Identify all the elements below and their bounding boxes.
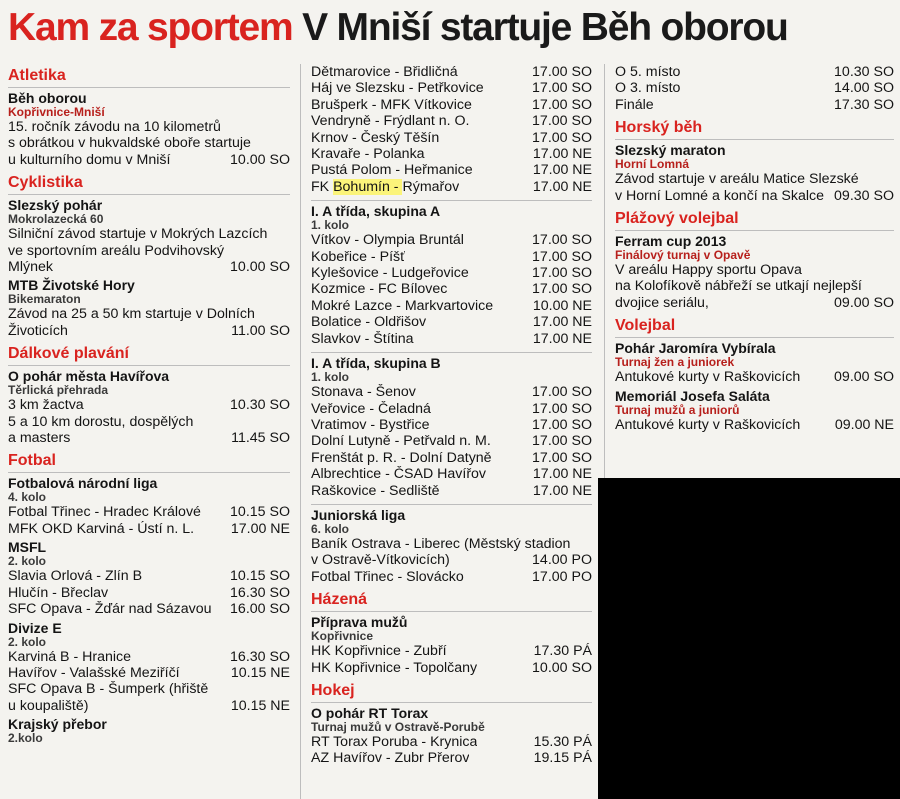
time: 17.00 NE xyxy=(230,520,290,537)
match-row xyxy=(615,64,894,80)
match: Vendryně - Frýdlant n. O. xyxy=(311,113,470,130)
match: Frenštát p. R. - Dolní Datyně xyxy=(311,449,492,466)
event-title: O pohár RT Torax xyxy=(311,704,429,721)
match-row xyxy=(311,113,592,129)
match-row xyxy=(8,681,290,697)
text-line: 15. ročník závodu na 10 kilometrů xyxy=(8,119,221,135)
league-title: I. A třída, skupina A xyxy=(311,200,592,219)
section-atletika: Atletika xyxy=(8,66,290,88)
match xyxy=(311,179,459,195)
text-line xyxy=(8,323,290,339)
list-item xyxy=(615,369,894,385)
time: 10.30 SO xyxy=(834,64,894,80)
match: Brušperk - MFK Vítkovice xyxy=(311,96,472,113)
league-title: I. A třída, skupina B xyxy=(311,352,592,371)
round-label: 2. kolo xyxy=(8,554,47,569)
event-subtitle: Turnaj mužů v Ostravě-Porubě xyxy=(311,719,485,734)
event-subtitle: Těrlická přehrada xyxy=(8,383,109,398)
match: u koupaliště) xyxy=(8,697,89,714)
section-cyklistika: Cyklistika xyxy=(8,173,290,195)
text: Antukové kurty v Raškovicích xyxy=(615,416,801,433)
event-title: Slezský pohár xyxy=(8,197,103,214)
time: 17.00 SO xyxy=(532,281,592,298)
text-line: Závod na 25 a 50 km startuje v Dolních xyxy=(8,306,255,323)
text-line: s obrátkou v hukvaldské oboře startuje xyxy=(8,135,251,152)
time: 17.00 SO xyxy=(532,384,592,401)
match-row xyxy=(311,265,592,281)
headline-title: V Mniší startuje Běh oborou xyxy=(302,6,788,49)
event-title: O pohár města Havířova xyxy=(8,368,170,385)
time: 10.15 NE xyxy=(230,664,290,681)
time: 10.00 SO xyxy=(230,151,290,168)
time: 16.30 SO xyxy=(230,584,290,601)
text: a masters xyxy=(8,430,71,447)
match-row xyxy=(311,660,592,676)
event-subtitle: Finálový turnaj v Opavě xyxy=(615,248,751,263)
match-row xyxy=(311,249,592,265)
match: Kobeřice - Píšť xyxy=(311,248,406,265)
match: Slavia Orlová - Zlín B xyxy=(8,568,143,585)
match-row xyxy=(311,64,592,80)
time: 11.45 SO xyxy=(231,430,290,447)
event-subtitle: Turnaj mužů a juniorů xyxy=(615,402,740,417)
time: 19.15 PÁ xyxy=(533,750,592,767)
text-line xyxy=(8,152,290,168)
match-row xyxy=(311,298,592,314)
headline xyxy=(8,2,788,54)
match: O 3. místo xyxy=(615,80,681,97)
match-row xyxy=(311,146,592,162)
time: 16.00 SO xyxy=(230,601,290,618)
text: v Horní Lomné a končí na Skalce xyxy=(615,187,824,204)
match-row xyxy=(311,331,592,347)
section-plazovy-volejbal: Plážový volejbal xyxy=(615,209,894,231)
text: u kulturního domu v Mniší xyxy=(8,151,171,168)
time: 16.30 SO xyxy=(230,648,290,665)
match-row xyxy=(311,162,592,178)
match-row xyxy=(8,504,290,520)
round-label: 2.kolo xyxy=(8,731,43,746)
match-row xyxy=(311,97,592,113)
time: 17.00 SO xyxy=(532,113,592,130)
match-row xyxy=(8,665,290,681)
time: 10.00 NE xyxy=(532,297,592,314)
match: RT Torax Poruba - Krynica xyxy=(311,733,478,750)
black-redaction-area xyxy=(598,478,900,799)
match-row xyxy=(8,698,290,714)
time: 10.30 SO xyxy=(230,397,290,414)
match-row xyxy=(311,483,592,499)
text-line xyxy=(615,188,894,204)
text-line: Silniční závod startuje v Mokrých Lazcích xyxy=(8,226,268,243)
match: Fotbal Třinec - Hradec Králové xyxy=(8,504,201,521)
match-row xyxy=(311,750,592,766)
match-row xyxy=(311,450,592,466)
match: SFC Opava B - Šumperk (hřiště xyxy=(8,681,209,698)
match: Kravaře - Polanka xyxy=(311,146,425,163)
section-horsky-beh: Horský běh xyxy=(615,118,894,140)
column-left xyxy=(8,64,290,745)
match-row xyxy=(311,130,592,146)
round-label: 1. kolo xyxy=(311,218,350,233)
time: 17.00 NE xyxy=(532,162,592,179)
match: Raškovice - Sedliště xyxy=(311,482,440,499)
match-row xyxy=(311,232,592,248)
text: 5 a 10 km dorostu, dospělých xyxy=(8,413,194,430)
match: Veřovice - Čeladná xyxy=(311,400,431,417)
time: 09.00 SO xyxy=(834,369,894,386)
time: 17.00 SO xyxy=(532,80,592,97)
text-line xyxy=(8,259,290,275)
time: 17.00 NE xyxy=(532,178,592,195)
text-line xyxy=(615,295,894,311)
match-row xyxy=(311,80,592,96)
match: Finále xyxy=(615,96,654,113)
time: 17.00 SO xyxy=(532,64,592,80)
text-line: ve sportovním areálu Podvihovský xyxy=(8,242,225,259)
text: dvojice seriálu, xyxy=(615,294,709,311)
time: 17.00 NE xyxy=(532,146,592,163)
event-title: Memoriál Josefa Saláta xyxy=(615,387,770,404)
time: 17.00 PO xyxy=(532,568,592,585)
match: Pustá Polom - Heřmanice xyxy=(311,162,473,179)
match-row xyxy=(8,521,290,537)
event-title: MTB Životské Hory xyxy=(8,277,135,294)
event-title: Příprava mužů xyxy=(311,614,408,631)
match: Albrechtice - ČSAD Havířov xyxy=(311,466,487,483)
section-plavani: Dálkové plavání xyxy=(8,344,290,366)
time: 10.15 SO xyxy=(230,568,290,585)
event-subtitle: Kopřivnice-Mniší xyxy=(8,105,105,119)
event-description xyxy=(615,171,894,204)
match-row xyxy=(311,417,592,433)
match: Kylešovice - Ludgeřovice xyxy=(311,265,469,282)
text-line: Závod startuje v areálu Matice Slezské xyxy=(615,171,859,188)
time: 17.00 SO xyxy=(532,232,592,249)
match: Baník Ostrava - Liberec (Městský stadion xyxy=(311,535,571,552)
column-right xyxy=(615,64,894,433)
round-label: 4. kolo xyxy=(8,490,47,505)
time: 17.00 SO xyxy=(532,96,592,113)
match-row xyxy=(311,433,592,449)
list-item xyxy=(8,430,290,446)
match: HK Kopřivnice - Topolčany xyxy=(311,659,478,676)
event-description xyxy=(8,226,290,275)
league-title: MSFL xyxy=(8,539,47,556)
time: 17.00 NE xyxy=(532,330,592,347)
time: 17.00 NE xyxy=(532,466,592,483)
time: 10.00 SO xyxy=(230,259,290,276)
league-title: Fotbalová národní liga xyxy=(8,475,158,492)
column-middle xyxy=(311,64,592,767)
match: Vítkov - Olympia Bruntál xyxy=(311,232,464,249)
match: HK Kopřivnice - Zubří xyxy=(311,643,447,660)
match: Krnov - Český Těšín xyxy=(311,129,440,146)
match-row xyxy=(311,314,592,330)
match: Slavkov - Štítina xyxy=(311,330,414,347)
list-item xyxy=(8,414,290,430)
time: 17.00 SO xyxy=(532,248,592,265)
text-line: V areálu Happy sportu Opava xyxy=(615,262,802,279)
time: 10.15 NE xyxy=(230,697,290,714)
time: 09.00 SO xyxy=(834,294,894,311)
match: Hlučín - Břeclav xyxy=(8,584,109,601)
section-hazena: Házená xyxy=(311,590,592,612)
match-row xyxy=(311,536,592,552)
match: v Ostravě-Vítkovicích) xyxy=(311,552,450,569)
time: 17.00 SO xyxy=(532,265,592,282)
match-row xyxy=(311,643,592,659)
highlighted-team: Bohumín - xyxy=(333,178,403,195)
event-subtitle: Kopřivnice xyxy=(311,629,374,644)
match: Vratimov - Bystřice xyxy=(311,416,430,433)
event-title: Pohár Jaromíra Vybírala xyxy=(615,340,776,357)
section-fotbal: Fotbal xyxy=(8,451,290,473)
time: 09.30 SO xyxy=(834,187,894,204)
column-divider xyxy=(300,64,301,799)
section-hokej: Hokej xyxy=(311,681,592,703)
text: Mlýnek xyxy=(8,259,53,276)
match: Bolatice - Oldřišov xyxy=(311,314,427,331)
match-row xyxy=(8,568,290,584)
event-title: Slezský maraton xyxy=(615,142,726,159)
league-title: Krajský přebor xyxy=(8,716,107,733)
event-title: Běh oborou xyxy=(8,90,87,106)
time: 17.30 PÁ xyxy=(533,643,592,660)
match-row xyxy=(311,401,592,417)
event-subtitle: Mokrolazecká 60 xyxy=(8,212,104,227)
time: 14.00 PO xyxy=(532,552,592,569)
time: 17.00 SO xyxy=(532,416,592,433)
match: Stonava - Šenov xyxy=(311,384,416,401)
event-subtitle: Bikemaraton xyxy=(8,292,81,307)
time: 17.00 NE xyxy=(532,314,592,331)
match: Dětmarovice - Břidličná xyxy=(311,64,458,80)
round-label: 6. kolo xyxy=(311,521,350,536)
event-description xyxy=(615,262,894,311)
time: 09.00 NE xyxy=(834,416,894,433)
time: 17.00 SO xyxy=(532,433,592,450)
time: 17.00 SO xyxy=(532,129,592,146)
match-row xyxy=(311,569,592,585)
match: Havířov - Valašské Meziříčí xyxy=(8,664,180,681)
headline-kicker: Kam za sportem xyxy=(8,6,293,49)
text: 3 km žactva xyxy=(8,397,84,414)
list-item xyxy=(615,417,894,433)
match: Fotbal Třinec - Slovácko xyxy=(311,568,464,585)
event-description xyxy=(8,119,290,168)
event-subtitle: Turnaj žen a juniorek xyxy=(615,355,735,370)
match: MFK OKD Karviná - Ústí n. L. xyxy=(8,520,195,537)
time: 10.00 SO xyxy=(532,659,592,676)
round-label: 2. kolo xyxy=(8,634,47,649)
match: Háj ve Slezsku - Petřkovice xyxy=(311,80,484,97)
match-row xyxy=(311,734,592,750)
text: Životicích xyxy=(8,322,68,339)
match: Dolní Lutyně - Petřvald n. M. xyxy=(311,433,491,450)
match-row xyxy=(615,80,894,96)
match: AZ Havířov - Zubr Přerov xyxy=(311,750,470,767)
event-title: Ferram cup 2013 xyxy=(615,233,727,250)
match-row xyxy=(8,649,290,665)
match-row xyxy=(311,281,592,297)
time: 14.00 SO xyxy=(834,80,894,97)
section-volejbal: Volejbal xyxy=(615,316,894,338)
time: 15.30 PÁ xyxy=(533,733,592,750)
match: O 5. místo xyxy=(615,64,681,80)
match: SFC Opava - Žďár nad Sázavou xyxy=(8,601,212,618)
event-description xyxy=(8,306,290,339)
match-part: Rýmařov xyxy=(402,178,460,195)
match-row xyxy=(311,179,592,195)
match-row xyxy=(8,601,290,617)
match: Karviná B - Hranice xyxy=(8,648,132,665)
match-part: FK xyxy=(311,178,334,195)
match-row xyxy=(311,384,592,400)
time: 11.00 SO xyxy=(231,322,290,339)
league-title: Divize E xyxy=(8,619,62,636)
time: 17.00 SO xyxy=(532,400,592,417)
league-title: Juniorská liga xyxy=(311,504,592,523)
list-item xyxy=(8,397,290,413)
match-row xyxy=(311,466,592,482)
time: 10.15 SO xyxy=(230,504,290,521)
match-row xyxy=(311,552,592,568)
round-label: 1. kolo xyxy=(311,370,350,385)
match: Kozmice - FC Bílovec xyxy=(311,281,448,298)
text-line: na Kolofíkově nábřeží se utkají nejlepší xyxy=(615,278,862,295)
text: Antukové kurty v Raškovicích xyxy=(615,369,801,386)
time: 17.30 SO xyxy=(834,96,894,113)
time: 17.00 NE xyxy=(532,482,592,499)
time: 17.00 SO xyxy=(532,449,592,466)
event-subtitle: Horní Lomná xyxy=(615,157,689,172)
match-row xyxy=(8,585,290,601)
match: Mokré Lazce - Markvartovice xyxy=(311,297,494,314)
match-row xyxy=(615,97,894,113)
